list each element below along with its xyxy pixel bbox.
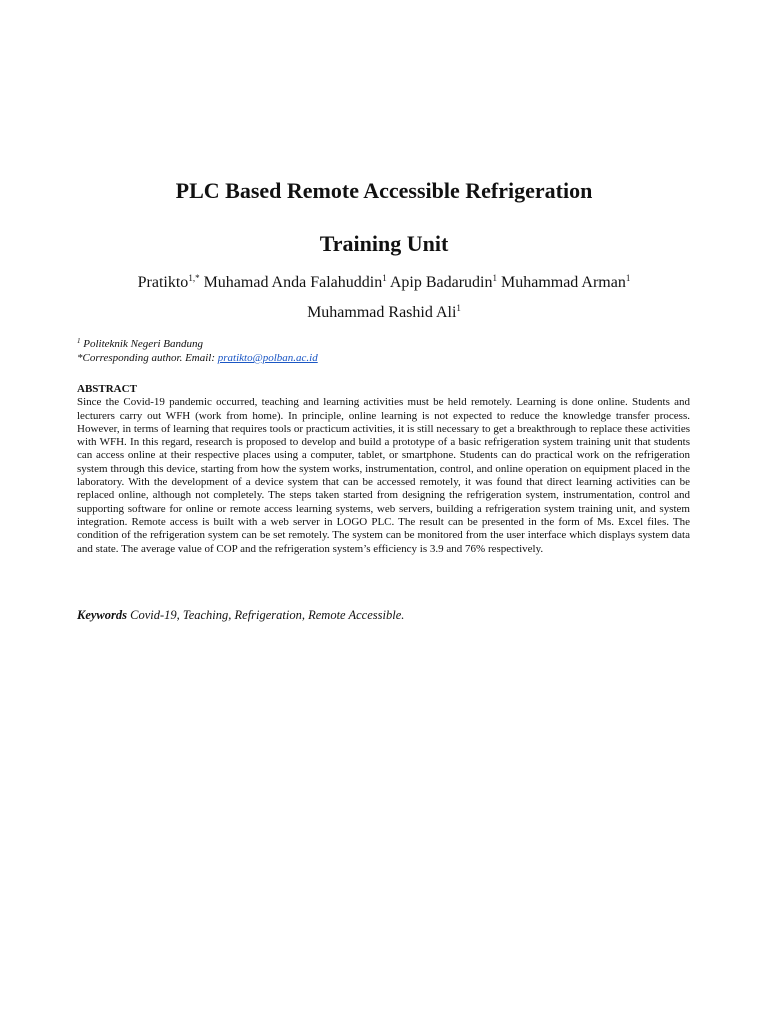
author-name: Muhammad Rashid Ali (307, 304, 457, 321)
keywords-section (77, 607, 690, 623)
author-list-line-1 (0, 273, 768, 293)
author-affiliation-mark: 1,* (188, 273, 200, 283)
institution-name: Politeknik Negeri Bandung (83, 338, 203, 350)
author-name: Apip Badarudin (389, 274, 493, 291)
paper-title-line-2: Training Unit (319, 231, 449, 256)
author-affiliation-mark: 1 (492, 273, 497, 283)
corresponding-email-link[interactable]: pratikto@polban.ac.id (217, 352, 318, 364)
author-list-line-2 (0, 303, 768, 323)
abstract-heading: ABSTRACT (77, 383, 137, 395)
affiliation-line (77, 337, 692, 351)
author-name: Muhammad Arman (500, 274, 626, 291)
author-affiliation-mark: 1 (625, 273, 631, 283)
affiliation-block (77, 337, 692, 365)
author-affiliation-mark: 1 (456, 303, 461, 313)
paper-title-line-1: PLC Based Remote Accessible Refrigeration (175, 178, 593, 203)
corresponding-author-line (77, 351, 692, 365)
affiliation-mark: 1 (77, 337, 81, 345)
keywords-list: Covid-19, Teaching, Refrigeration, Remote Accessible. (130, 608, 405, 622)
abstract-body: Since the Covid-19 pandemic occurred, teaching and learning activities must be held remotely. Learning is done online. Students and lecturers carry out WFH (work from home). In principle, online learning is not expected to reduce the knowledge transfer process. However, in terms of learning that requires tools or practicum activities, it is still necessary to get a breakthrough to replace these activities with WFH. In this regard, research is proposed to develop and build a prototype of a basic refrigeration system training unit that students can access online at their respective places using a computer, tablet, or smartphone. Students can do practical work on the refrigeration system through this device, starting from how the system works, instrumentation, control, and online operation on equipment placed in the laboratory. With the development of a device system that can be accessed remotely, it was found that direct learning activities can be replaced online, although not completely. The steps taken started from designing the refrigeration system, instrumentation, control and supporting software for online or remote access learning systems, web servers, building a refrigeration system training unit, and system integration. Remote access is built with a web server in LOGO PLC. The result can be presented in the form of Ms. Excel files. The condition of the refrigeration system can be set remotely. The system can be monitored from the user interface which displays system data and state. The average value of COP and the refrigeration system’s efficiency is 3.9 and 76% respectively. (77, 396, 690, 555)
keywords-label: Keywords (77, 608, 127, 622)
author-affiliation-mark: 1 (382, 273, 387, 283)
abstract-section (77, 383, 690, 556)
author-name: Muhamad Anda Falahuddin (203, 274, 383, 291)
author-name: Pratikto (137, 274, 189, 291)
corresponding-author-label: *Corresponding author. Email: (77, 352, 216, 364)
